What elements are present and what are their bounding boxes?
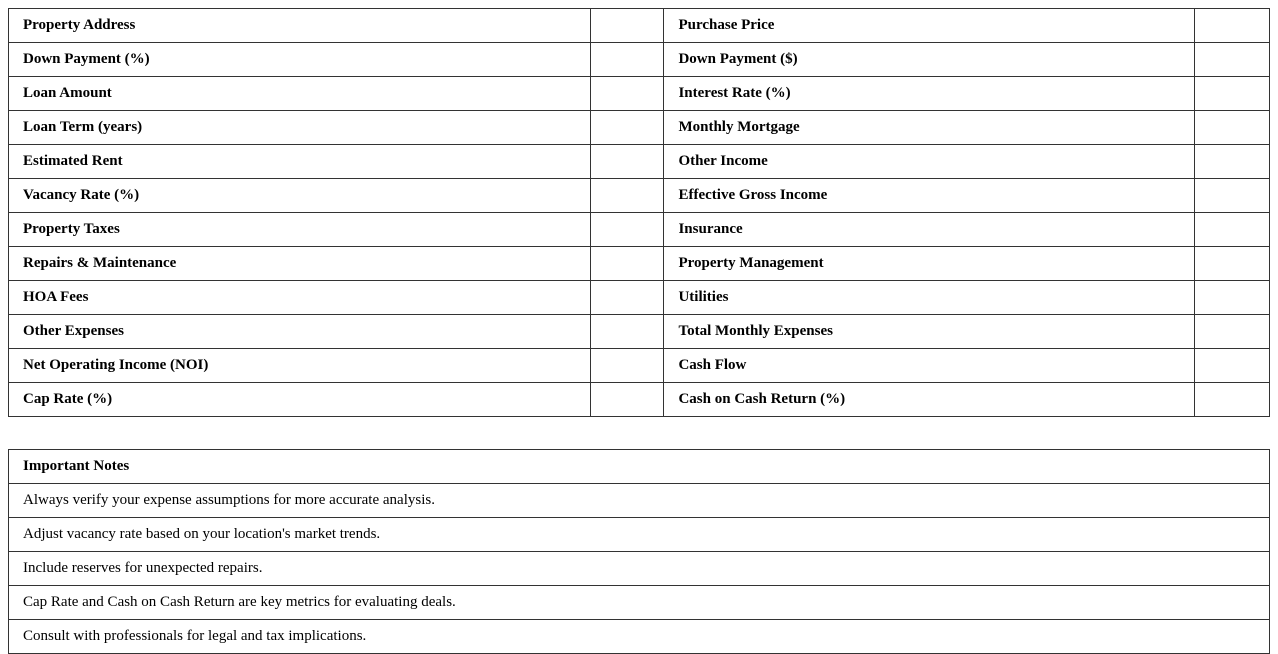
field-label-cash-on-cash-return: Cash on Cash Return (%) — [664, 383, 1195, 417]
field-input-total-monthly-expenses[interactable] — [1199, 314, 1269, 349]
field-value-cell-monthly-mortgage — [1195, 111, 1270, 145]
field-label-property-address: Property Address — [9, 9, 591, 43]
field-value-cell-cap-rate — [590, 383, 664, 417]
field-value-cell-cash-on-cash-return — [1195, 383, 1270, 417]
field-label-cap-rate: Cap Rate (%) — [9, 383, 591, 417]
field-input-property-address[interactable] — [595, 8, 664, 43]
calculator-row — [9, 43, 1270, 77]
field-value-cell-other-income — [1195, 145, 1270, 179]
field-value-cell-property-taxes — [590, 213, 664, 247]
calculator-row — [9, 213, 1270, 247]
field-input-estimated-rent[interactable] — [595, 144, 664, 179]
field-value-cell-down-payment — [590, 43, 664, 77]
property-calculator-table — [8, 8, 1270, 417]
field-label-estimated-rent: Estimated Rent — [9, 145, 591, 179]
field-input-down-payment[interactable] — [595, 42, 664, 77]
field-label-repairs-maintenance: Repairs & Maintenance — [9, 247, 591, 281]
note-row — [9, 552, 1270, 586]
calculator-row — [9, 179, 1270, 213]
field-value-cell-repairs-maintenance — [590, 247, 664, 281]
field-input-loan-amount[interactable] — [595, 76, 664, 111]
field-input-utilities[interactable] — [1199, 280, 1269, 315]
note-row — [9, 620, 1270, 654]
field-value-cell-purchase-price — [1195, 9, 1270, 43]
calculator-row — [9, 349, 1270, 383]
field-label-net-operating-income-noi: Net Operating Income (NOI) — [9, 349, 591, 383]
field-value-cell-insurance — [1195, 213, 1270, 247]
field-label-other-income: Other Income — [664, 145, 1195, 179]
calculator-row — [9, 315, 1270, 349]
field-label-total-monthly-expenses: Total Monthly Expenses — [664, 315, 1195, 349]
field-value-cell-hoa-fees — [590, 281, 664, 315]
field-input-net-operating-income-noi[interactable] — [595, 348, 664, 383]
field-input-loan-term-years[interactable] — [595, 110, 664, 145]
field-input-property-taxes[interactable] — [595, 212, 664, 247]
field-input-interest-rate[interactable] — [1199, 76, 1269, 111]
field-label-vacancy-rate: Vacancy Rate (%) — [9, 179, 591, 213]
field-input-repairs-maintenance[interactable] — [595, 246, 664, 281]
field-value-cell-property-management — [1195, 247, 1270, 281]
field-label-down-payment: Down Payment (%) — [9, 43, 591, 77]
field-value-cell-cash-flow — [1195, 349, 1270, 383]
field-value-cell-net-operating-income-noi — [590, 349, 664, 383]
note-text: Cap Rate and Cash on Cash Return are key metrics for evaluating deals. — [9, 586, 1270, 620]
field-label-property-taxes: Property Taxes — [9, 213, 591, 247]
note-row — [9, 518, 1270, 552]
field-input-insurance[interactable] — [1199, 212, 1269, 247]
field-input-down-payment[interactable] — [1199, 42, 1269, 77]
field-input-cash-flow[interactable] — [1199, 348, 1269, 383]
field-label-down-payment: Down Payment ($) — [664, 43, 1195, 77]
note-text: Consult with professionals for legal and tax implications. — [9, 620, 1270, 654]
field-label-purchase-price: Purchase Price — [664, 9, 1195, 43]
field-label-utilities: Utilities — [664, 281, 1195, 315]
note-row — [9, 586, 1270, 620]
important-notes-table — [8, 449, 1270, 654]
field-label-cash-flow: Cash Flow — [664, 349, 1195, 383]
field-label-interest-rate: Interest Rate (%) — [664, 77, 1195, 111]
field-label-hoa-fees: HOA Fees — [9, 281, 591, 315]
notes-title: Important Notes — [9, 450, 1270, 484]
field-value-cell-down-payment — [1195, 43, 1270, 77]
field-input-other-expenses[interactable] — [595, 314, 664, 349]
calculator-row — [9, 383, 1270, 417]
field-value-cell-total-monthly-expenses — [1195, 315, 1270, 349]
calculator-row — [9, 145, 1270, 179]
field-value-cell-utilities — [1195, 281, 1270, 315]
field-label-effective-gross-income: Effective Gross Income — [664, 179, 1195, 213]
field-label-property-management: Property Management — [664, 247, 1195, 281]
calculator-row — [9, 9, 1270, 43]
calculator-row — [9, 247, 1270, 281]
note-text: Include reserves for unexpected repairs. — [9, 552, 1270, 586]
note-text: Always verify your expense assumptions for more accurate analysis. — [9, 484, 1270, 518]
note-row — [9, 484, 1270, 518]
notes-header-row — [9, 450, 1270, 484]
field-input-vacancy-rate[interactable] — [595, 178, 664, 213]
field-input-purchase-price[interactable] — [1199, 8, 1269, 43]
field-value-cell-property-address — [590, 9, 664, 43]
field-value-cell-vacancy-rate — [590, 179, 664, 213]
field-value-cell-estimated-rent — [590, 145, 664, 179]
calculator-row — [9, 281, 1270, 315]
field-label-loan-term-years: Loan Term (years) — [9, 111, 591, 145]
field-value-cell-effective-gross-income — [1195, 179, 1270, 213]
field-label-loan-amount: Loan Amount — [9, 77, 591, 111]
field-input-cap-rate[interactable] — [595, 382, 664, 417]
field-label-other-expenses: Other Expenses — [9, 315, 591, 349]
field-label-insurance: Insurance — [664, 213, 1195, 247]
field-input-other-income[interactable] — [1199, 144, 1269, 179]
field-input-effective-gross-income[interactable] — [1199, 178, 1269, 213]
field-input-cash-on-cash-return[interactable] — [1199, 382, 1269, 417]
field-value-cell-interest-rate — [1195, 77, 1270, 111]
calculator-row — [9, 111, 1270, 145]
note-text: Adjust vacancy rate based on your location's market trends. — [9, 518, 1270, 552]
field-input-hoa-fees[interactable] — [595, 280, 664, 315]
field-label-monthly-mortgage: Monthly Mortgage — [664, 111, 1195, 145]
field-input-monthly-mortgage[interactable] — [1199, 110, 1269, 145]
field-value-cell-loan-term-years — [590, 111, 664, 145]
field-value-cell-loan-amount — [590, 77, 664, 111]
field-input-property-management[interactable] — [1199, 246, 1269, 281]
field-value-cell-other-expenses — [590, 315, 664, 349]
calculator-row — [9, 77, 1270, 111]
